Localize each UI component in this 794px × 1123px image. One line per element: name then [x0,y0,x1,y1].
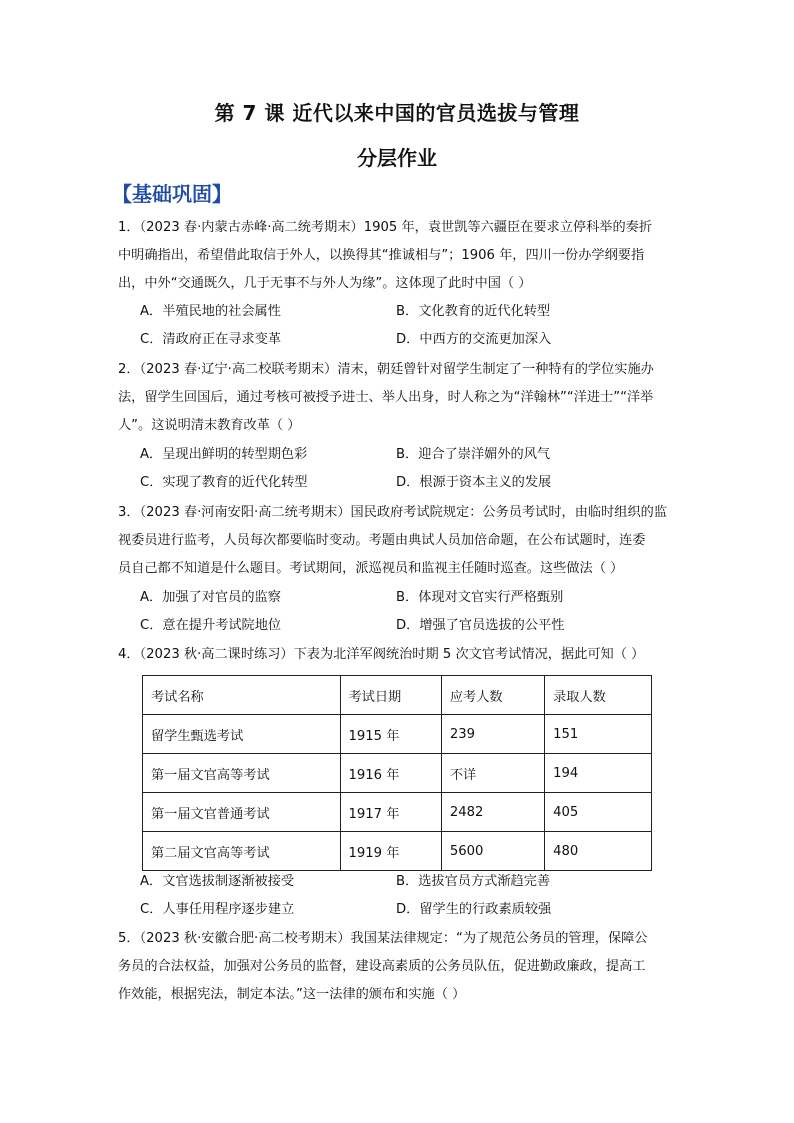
question-line: 员自己都不知道是什么题目。考试期间，派巡视员和监视主任随时巡查。这些做法（ ） [118,561,624,576]
table-cell: 405 [545,793,652,832]
section-heading: 【基础巩固】 [112,182,232,206]
table-cell: 1915 年 [340,715,441,754]
question-line: 4．（2023 秋·高二课时练习）下表为北洋军阀统治时期 5 次文官考试情况，据此可知（ ） [118,647,645,662]
exam-table [142,675,652,871]
question-2-options [140,441,660,497]
table-row [143,715,652,754]
question-line: 作效能，根据宪法，制定本法。”这一法律的颁布和实施（ ） [118,987,466,1002]
option-a[interactable]: A．半殖民地的社会属性 [140,304,281,319]
lesson-title: 第 7 课 近代以来中国的官员选拔与管理 [214,101,580,125]
table-cell: 194 [545,754,652,793]
option-b[interactable]: B．文化教育的近代化转型 [396,304,551,319]
table-cell: 2482 [441,793,544,832]
question-2 [118,356,658,440]
question-3 [118,499,668,583]
question-line: 3．（2023 春·河南安阳·高二统考期末）国民政府考试院规定：公务员考试时，由临时组织的监 [118,505,668,520]
question-5 [118,925,658,1009]
question-line: 人”。这说明清末教育改革（ ） [118,418,301,433]
question-line: 5．（2023 秋·安徽合肥·高二校考期末）我国某法律规定：“为了规范公务员的管理，保障公 [118,931,648,946]
option-a[interactable]: A．文官选拔制逐渐被接受 [140,874,295,889]
question-line: 视委员进行监考，人员每次都要临时变动。考题由典试人员加倍命题，在公布试题时，连委 [118,533,646,548]
option-c[interactable]: C．意在提升考试院地位 [140,618,282,633]
table-header-cell: 考试日期 [340,676,441,715]
table-cell: 1916 年 [340,754,441,793]
option-d[interactable]: D．中西方的交流更加深入 [396,332,552,347]
table-cell: 第一届文官普通考试 [143,793,341,832]
option-c[interactable]: C．清政府正在寻求变革 [140,332,282,347]
question-1 [118,214,658,298]
question-line: 1．（2023 春·内蒙古赤峰·高二统考期末）1905 年，袁世凯等六疆臣在要求立停科举的奏折 [118,220,653,235]
option-a[interactable]: A．呈现出鲜明的转型期色彩 [140,447,308,462]
table-cell: 第一届文官高等考试 [143,754,341,793]
table-header-row [143,676,652,715]
lesson-subtitle: 分层作业 [357,146,437,170]
table-cell: 1919 年 [340,832,441,871]
question-4-options [140,868,660,924]
table-cell: 留学生甄选考试 [143,715,341,754]
table-cell: 不详 [441,754,544,793]
table-header-cell: 录取人数 [545,676,652,715]
question-1-options [140,298,660,354]
question-4 [118,641,658,669]
option-c[interactable]: C．实现了教育的近代化转型 [140,475,308,490]
table-header-cell: 应考人数 [441,676,544,715]
table-row [143,832,652,871]
table-cell: 480 [545,832,652,871]
option-b[interactable]: B．体现对文官实行严格甄别 [396,590,564,605]
question-line: 出，中外“交通既久，几于无事不与外人为缘”。这体现了此时中国（ ） [118,276,532,291]
question-line: 法，留学生回国后，通过考核可被授予进士、举人出身，时人称之为“洋翰林”“洋进士”“洋举 [118,390,654,405]
option-b[interactable]: B．选拔官员方式渐趋完善 [396,874,551,889]
table-cell: 239 [441,715,544,754]
option-b[interactable]: B．迎合了崇洋媚外的风气 [396,447,551,462]
table-row [143,754,652,793]
table-row [143,793,652,832]
option-c[interactable]: C．人事任用程序逐步建立 [140,902,295,917]
table-cell: 5600 [441,832,544,871]
option-d[interactable]: D．增强了官员选拔的公平性 [396,618,565,633]
option-a[interactable]: A．加强了对官员的监察 [140,590,281,605]
table-cell: 1917 年 [340,793,441,832]
table-cell: 151 [545,715,652,754]
question-line: 务员的合法权益，加强对公务员的监督，建设高素质的公务员队伍，促进勤政廉政，提高工 [118,959,646,974]
question-line: 2．（2023 春·辽宁·高二校联考期末）清末，朝廷曾针对留学生制定了一种特有的学位实施办 [118,362,654,377]
question-line: 中明确指出，希望借此取信于外人，以换得其“推诚相与”；1906 年，四川一份办学纲要指 [118,248,645,263]
option-d[interactable]: D．留学生的行政素质较强 [396,902,552,917]
table-header-cell: 考试名称 [143,676,341,715]
table-cell: 第二届文官高等考试 [143,832,341,871]
option-d[interactable]: D．根源于资本主义的发展 [396,475,552,490]
question-3-options [140,584,660,640]
